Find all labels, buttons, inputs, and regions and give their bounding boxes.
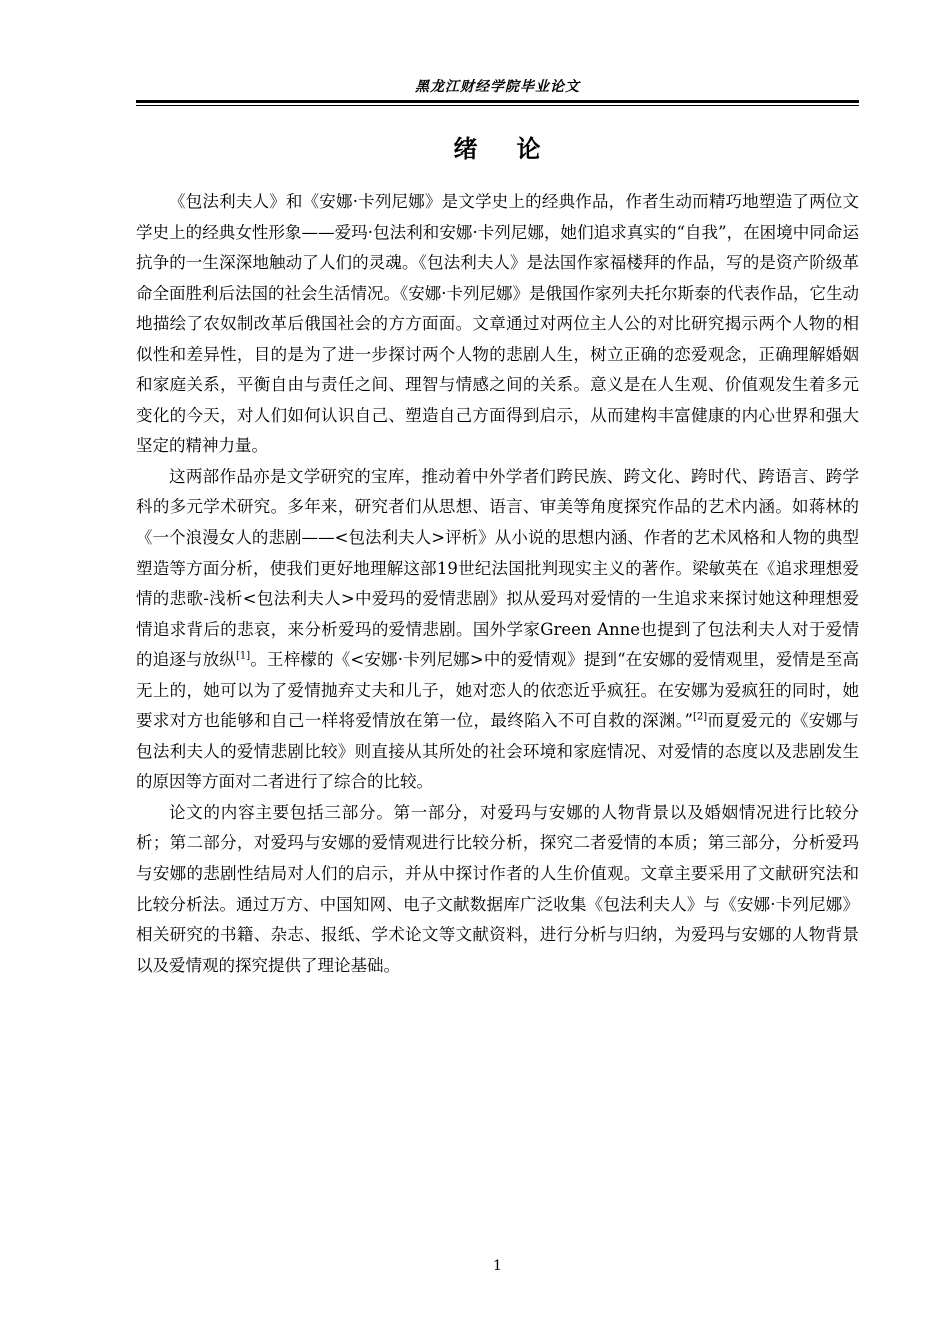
paragraph-2: [136, 462, 859, 798]
citation-ref-2: [2]: [692, 711, 708, 723]
chapter-title-part1: 绪: [453, 135, 479, 163]
citation-ref-1: [1]: [236, 650, 251, 662]
chapter-title: [136, 132, 859, 166]
header-rule-thin: [136, 105, 859, 106]
chapter-title-part2: 论: [516, 135, 542, 163]
page-number: 1: [493, 1258, 502, 1274]
running-header: 黑龙江财经学院毕业论文: [415, 79, 580, 95]
paragraph-2-seg1: 这两部作品亦是文学研究的宝库，推动着中外学者们跨民族、跨文化、跨时代、跨语言、跨学科的多元学术研究。多年来，研究者们从思想、语言、审美等角度探究作品的艺术内涵。如蒋林的《一个浪漫女人的悲剧——<包法利夫人>评析》从小说的思想内涵、作者的艺术风格和人物的典型塑造等方面分析，使我们更好地理解这部19世纪法国批判现实主义的著作。梁敏英在《追求理想爱情的悲歌-浅析<包法利夫人>中爱玛的爱情悲剧》拟从爱玛对爱情的一生追求来探讨她这种理想爱情追求背后的悲哀，来分析爱玛的爱情悲剧。国外学家Green Anne也提到了包法利夫人对于爱情的追逐与放纵: [136, 466, 859, 670]
header-rule-thick: [136, 100, 859, 103]
paragraph-2-seg2: 。王梓檬的《<安娜·卡列尼娜>中的爱情观》提到“在安娜的爱情观里，爱情是至高无上的，她可以为了爱情抛弃丈夫和儿子，她对恋人的依恋近乎疯狂。在安娜为爱疯狂的同时，她要求对方也能够和自己一样将爱情放在第一位，最终陷入不可自救的深渊。”: [136, 650, 859, 731]
paragraph-3: 论文的内容主要包括三部分。第一部分，对爱玛与安娜的人物背景以及婚姻情况进行比较分析；第二部分，对爱玛与安娜的爱情观进行比较分析，探究二者爱情的本质；第三部分，分析爱玛与安娜的悲剧性结局对人们的启示，并从中探讨作者的人生价值观。文章主要采用了文献研究法和比较分析法。通过万方、中国知网、电子文献数据库广泛收集《包法利夫人》与《安娜·卡列尼娜》相关研究的书籍、杂志、报纸、学术论文等文献资料，进行分析与归纳，为爱玛与安娜的人物背景以及爱情观的探究提供了理论基础。: [136, 802, 859, 975]
paragraph-2-seg3: 而夏爱元的《安娜与包法利夫人的爱情悲剧比较》则直接从其所处的社会环境和家庭情况、对爱情的态度以及悲剧发生的原因等方面对二者进行了综合的比较。: [136, 711, 860, 792]
paragraph-1: 《包法利夫人》和《安娜·卡列尼娜》是文学史上的经典作品，作者生动而精巧地塑造了两位文学史上的经典女性形象——爱玛·包法利和安娜·卡列尼娜，她们追求真实的“自我”，在困境中同命运抗争的一生深深地触动了人们的灵魂。《包法利夫人》是法国作家福楼拜的作品，写的是资产阶级革命全面胜利后法国的社会生活情况。《安娜·卡列尼娜》是俄国作家列夫托尔斯泰的代表作品，它生动地描绘了农奴制改革后俄国社会的方方面面。文章通过对两位主人公的对比研究揭示两个人物的相似性和差异性，目的是为了进一步探讨两个人物的悲剧人生，树立正确的恋爱观念，正确理解婚姻和家庭关系，平衡自由与责任之间、理智与情感之间的关系。意义是在人生观、价值观发生着多元变化的今天，对人们如何认识自己、塑造自己方面得到启示，从而建构丰富健康的内心世界和强大坚定的精神力量。: [136, 192, 859, 456]
body-text: [136, 187, 859, 981]
